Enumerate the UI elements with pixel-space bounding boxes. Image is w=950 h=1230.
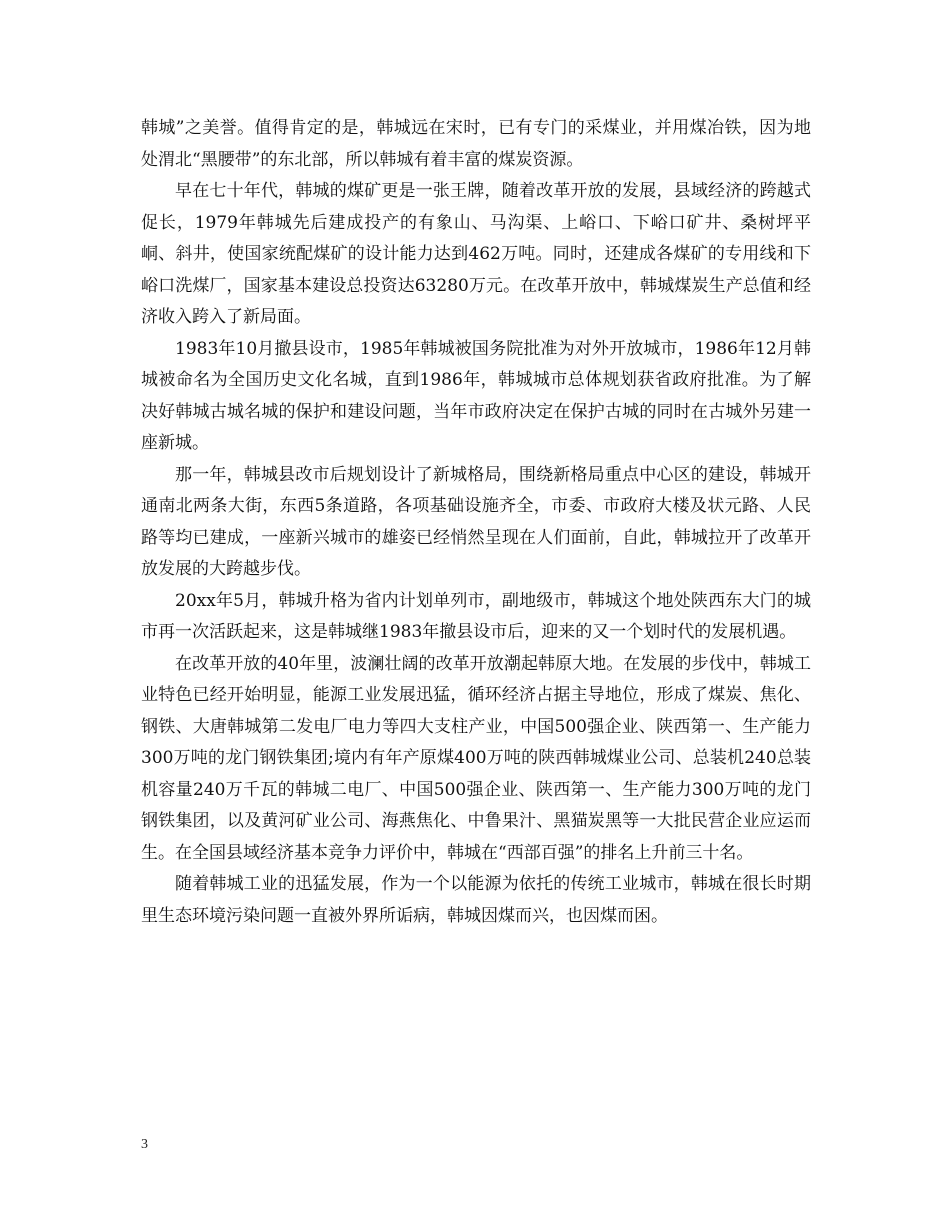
paragraph-1: 韩城”之美誉。值得肯定的是，韩城远在宋时，已有专门的采煤业，并用煤冶铁，因为地处渭北“黑腰带”的东北部，所以韩城有着丰富的煤炭资源。 bbox=[141, 118, 811, 170]
page-number: 3 bbox=[141, 1137, 148, 1152]
paragraph-4: 那一年，韩城县改市后规划设计了新城格局，围绕新格局重点中心区的建设，韩城开通南北两条大街，东西5条道路，各项基础设施齐全，市委、市政府大楼及状元路、人民路等均已建成，一座新兴城市的雄姿已经悄然呈现在人们面前，自此，韩城拉开了改革开放发展的大跨越步伐。 bbox=[141, 464, 811, 579]
body-text bbox=[141, 113, 811, 932]
paragraph-5: 20xx年5月，韩城升格为省内计划单列市，副地级市，韩城这个地处陕西东大门的城市再一次活跃起来，这是韩城继1983年撤县设市后，迎来的又一个划时代的发展机遇。 bbox=[141, 590, 811, 642]
paragraph-6: 在改革开放的40年里，波澜壮阔的改革开放潮起韩原大地。在发展的步伐中，韩城工业特色已经开始明显，能源工业发展迅猛，循环经济占据主导地位，形成了煤炭、焦化、钢铁、大唐韩城第二发电厂电力等四大支柱产业，中国500强企业、陕西第一、生产能力300万吨的龙门钢铁集团;境内有年产原煤400万吨的陕西韩城煤业公司、总装机240总装机容量240万千瓦的韩城二电厂、中国500强企业、陕西第一、生产能力300万吨的龙门钢铁集团，以及黄河矿业公司、海燕焦化、中鲁果汁、黑猫炭黑等一大批民营企业应运而生。在全国县域经济基本竞争力评价中，韩城在“西部百强”的排名上升前三十名。 bbox=[141, 653, 811, 863]
paragraph-3: 1983年10月撤县设市，1985年韩城被国务院批准为对外开放城市，1986年12月韩城被命名为全国历史文化名城，直到1986年，韩城城市总体规划获省政府批准。为了解决好韩城古城名城的保护和建设问题，当年市政府决定在保护古城的同时在古城外另建一座新城。 bbox=[141, 338, 811, 453]
paragraph-7: 随着韩城工业的迅猛发展，作为一个以能源为依托的传统工业城市，韩城在很长时期里生态环境污染问题一直被外界所诟病，韩城因煤而兴，也因煤而困。 bbox=[141, 874, 811, 926]
paragraph-2: 早在七十年代，韩城的煤矿更是一张王牌，随着改革开放的发展，县域经济的跨越式促长，1979年韩城先后建成投产的有象山、马沟渠、上峪口、下峪口矿井、桑树坪平峒、斜井，使国家统配煤矿的设计能力达到462万吨。同时，还建成各煤矿的专用线和下峪口洗煤厂，国家基本建设总投资达63280万元。在改革开放中，韩城煤炭生产总值和经济收入跨入了新局面。 bbox=[141, 181, 811, 327]
